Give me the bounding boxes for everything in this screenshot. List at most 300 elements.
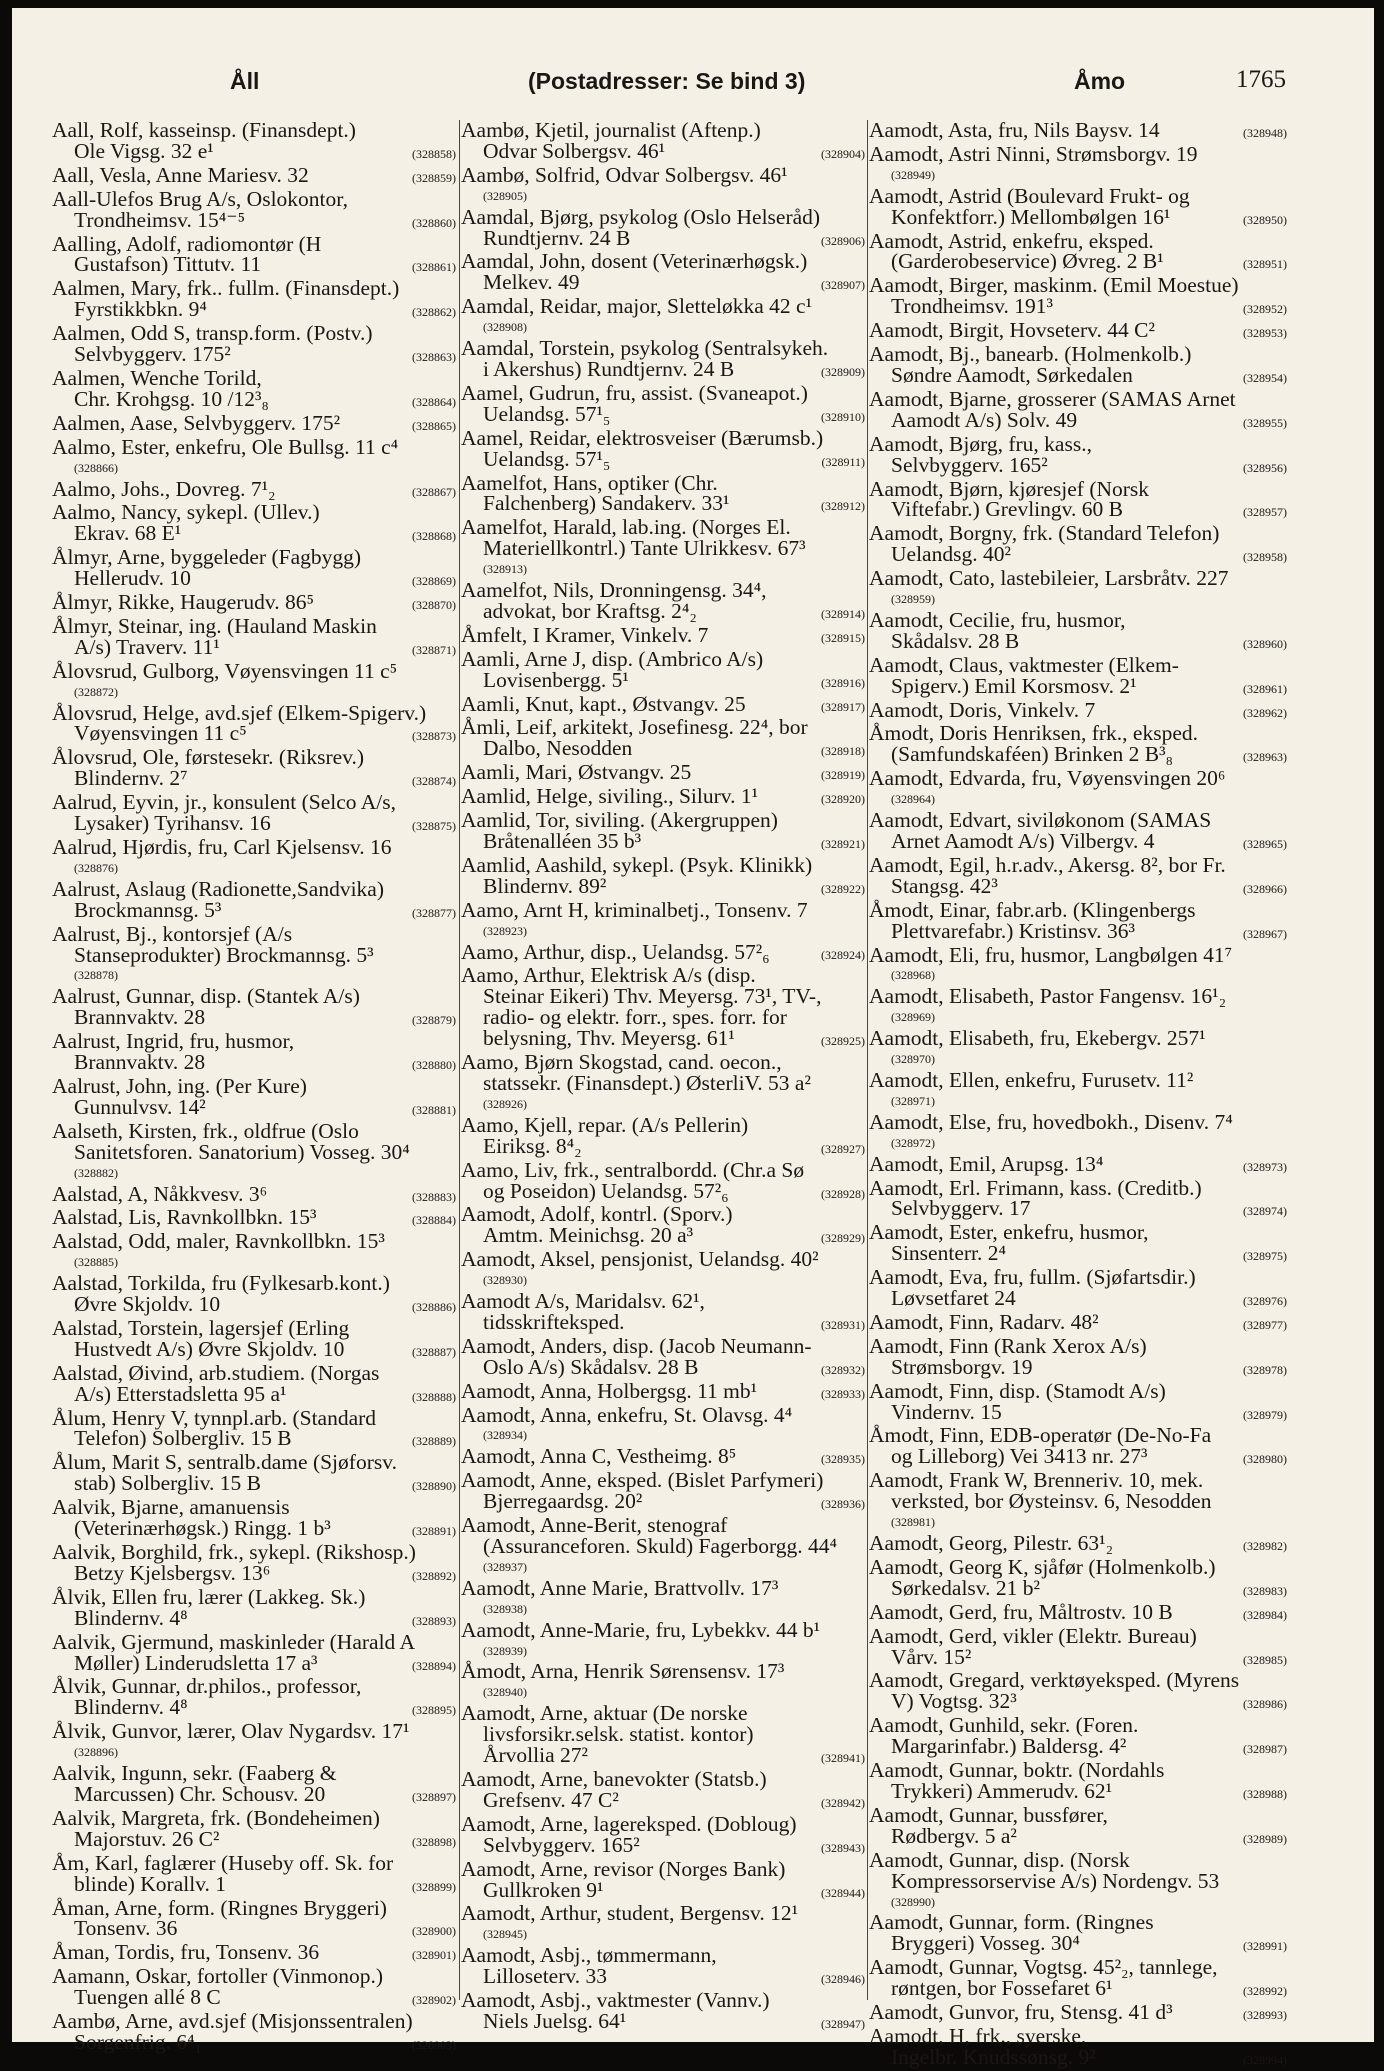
- entry-text: Materiellkontrl.) Tante Ulrikkesv. 67³: [483, 536, 806, 561]
- entry-text: Aalvik, Gjermund, maskinleder (Harald A: [52, 1629, 416, 1654]
- entry-number: (328977): [1243, 1317, 1287, 1332]
- entry-number: (328862): [412, 305, 456, 320]
- entry-text: Aamo, Liv, frk., sentralbordd. (Chr.a Sø: [461, 1157, 805, 1182]
- entry-text: Aalvik, Borghild, frk., sykepl. (Rikshosp.): [52, 1540, 416, 1564]
- entry-text: Gunnulvsv. 14²: [74, 1094, 206, 1119]
- entry-text: Aamli, Knut, kapt., Østvangv. 25: [461, 691, 746, 716]
- directory-entry: [52, 1850, 456, 1898]
- entry-text: Aamodt, Bj., banearb. (Holmenkolb.): [869, 342, 1192, 367]
- entry-text: Aamodt, Cato, lastebileier, Larsbråtv. 227: [869, 566, 1229, 591]
- entry-text: Bryggeri) Vosseg. 30⁴: [891, 1931, 1080, 1956]
- entry-text: Aalstad, Torstein, lagersjef (Erling: [52, 1315, 350, 1340]
- entry-number: (328985): [1243, 1652, 1287, 1667]
- entry-text: Aalseth, Kirsten, frk., oldfrue (Oslo: [52, 1118, 359, 1143]
- entry-text: Aamodt, Anne, eksped. (Bislet Parfymeri): [461, 1468, 824, 1493]
- entry-text: Aamodt, Ester, enkefru, husmor,: [869, 1220, 1149, 1245]
- entry-text: Sanitetsforen. Sanatorium) Vosseg. 30⁴: [74, 1139, 410, 1164]
- entry-number: (328887): [412, 1344, 456, 1359]
- entry-text: (Assuranceforen. Skuld) Fagerborgg. 44⁴: [483, 1534, 838, 1558]
- entry-text: Aamo, Arthur, disp., Uelandsg. 57²₆: [461, 939, 770, 964]
- directory-entry: [52, 278, 456, 323]
- entry-text: Aalling, Adolf, radiomontør (H: [52, 231, 322, 256]
- entry-text: stab) Solbergliv. 15 B: [74, 1471, 261, 1496]
- entry-number: (328971): [891, 1093, 935, 1108]
- entry-number: (328970): [891, 1052, 935, 1067]
- entry-text: Aamodt A/s, Maridalsv. 62¹,: [461, 1289, 705, 1314]
- entry-text: statssekr. (Finansdept.) ØsterliV. 53 a²: [483, 1070, 811, 1095]
- entry-number: (328896): [74, 1745, 118, 1760]
- directory-entry: [461, 380, 865, 428]
- entry-text: Uelandsg. 57¹₅: [483, 401, 611, 426]
- entry-text: og Poseidon) Uelandsg. 57²₆: [483, 1178, 729, 1203]
- directory-entry: [869, 1670, 1287, 1715]
- directory-entry: [869, 141, 1287, 186]
- entry-text: Uelandsg. 57¹₅: [483, 446, 611, 471]
- entry-text: Aamodt, Birgit, Hovseterv. 44 C²: [869, 318, 1155, 343]
- directory-entry: [461, 1291, 865, 1336]
- entry-text: Blindernv. 2⁷: [74, 766, 188, 791]
- directory-entry: [869, 1847, 1287, 1913]
- entry-text: Plettvarefabr.) Kristinsv. 36³: [891, 918, 1135, 943]
- directory-entry: [869, 723, 1287, 768]
- directory-entry: [461, 1249, 865, 1291]
- directory-entry: [461, 580, 865, 625]
- entry-text: Brannvaktv. 28: [74, 1050, 206, 1075]
- entry-text: Aamodt, Arne, aktuar (De norske: [461, 1701, 748, 1726]
- entry-number: (328965): [1243, 837, 1287, 851]
- entry-number: (328955): [1243, 415, 1287, 430]
- entry-number: (328861): [412, 260, 456, 275]
- entry-text: Selvbyggerv. 165²: [483, 1832, 640, 1857]
- directory-entry: [52, 502, 456, 547]
- directory-entry: [461, 517, 865, 580]
- entry-text: Aamodt, Arthur, student, Bergensv. 12¹: [461, 1901, 799, 1926]
- entry-text: Aambø, Arne, avd.sjef (Misjonssentralen): [52, 2009, 413, 2034]
- entry-text: Aamodt, Asbj., tømmermann,: [461, 1943, 717, 1968]
- entry-text: Aamodt, Asbj., vaktmester (Vannv.): [461, 1988, 770, 2013]
- entry-number: (328913): [483, 562, 527, 577]
- entry-text: Ingelbr. Knudssønsg. 9²: [891, 2044, 1096, 2069]
- entry-text: Aamodt, Astrid (Boulevard Frukt- og: [869, 183, 1190, 208]
- directory-entry: [52, 162, 456, 189]
- directory-entry: [869, 1623, 1287, 1671]
- entry-text: i Akershus) Rundtjernv. 24 B: [483, 356, 735, 381]
- entry-number: (328952): [1243, 302, 1287, 317]
- directory-entry: [461, 470, 865, 518]
- directory-entry: [461, 1617, 865, 1662]
- directory-entry: [869, 1109, 1287, 1154]
- entry-number: (328942): [821, 1795, 865, 1810]
- entry-number: (328922): [821, 881, 865, 896]
- directory-entry: [869, 1175, 1287, 1223]
- entry-number: (328991): [1243, 1939, 1287, 1954]
- entry-text: Skådalsv. 28 B: [891, 628, 1020, 653]
- entry-text: Aalrust, John, ing. (Per Kure): [52, 1073, 307, 1098]
- entry-text: Melkev. 49: [483, 270, 580, 295]
- directory-entry: [461, 1157, 865, 1205]
- directory-entry: [461, 691, 865, 718]
- entry-number: (328954): [1243, 370, 1287, 385]
- entry-number: (328870): [412, 598, 456, 613]
- entry-number: (328941): [821, 1751, 865, 1766]
- entry-text: Aamodt, Claus, vaktmester (Elkem-: [869, 652, 1179, 677]
- entry-text: Åmodt, Finn, EDB-operatør (De-No-Fa: [869, 1423, 1212, 1448]
- directory-entry: [52, 547, 456, 592]
- entry-text: Aamodt, Edvarda, fru, Vøyensvingen 20⁶: [869, 766, 1226, 791]
- entry-number: (328943): [821, 1840, 865, 1855]
- entry-text: Kompressorservise A/s) Nordengv. 53: [891, 1868, 1220, 1893]
- entry-number: (328973): [1243, 1159, 1287, 1174]
- entry-text: Blindernv. 4⁸: [74, 1605, 188, 1630]
- entry-text: Aamo, Arthur, Elektrisk A/s (disp.: [461, 963, 756, 988]
- entry-number: (328915): [821, 630, 865, 645]
- entry-text: Telefon) Solbergliv. 15 B: [74, 1426, 292, 1451]
- column-divider: [459, 120, 460, 2000]
- directory-entry: [52, 1763, 456, 1808]
- entry-text: Strømsborgv. 19: [891, 1354, 1033, 1379]
- directory-entry: [461, 939, 865, 966]
- directory-entry: [461, 1112, 865, 1160]
- entry-text: Ålmyr, Arne, byggeleder (Fagbygg): [52, 545, 362, 570]
- entry-number: (328962): [1243, 705, 1287, 720]
- header-center-note: (Postadresser: Se bind 3): [528, 68, 806, 94]
- entry-text: Rødbergv. 5 a²: [891, 1823, 1017, 1848]
- entry-number: (328916): [821, 675, 865, 690]
- entry-number: (328993): [1243, 2008, 1287, 2023]
- entry-number: (328917): [821, 699, 865, 714]
- directory-entry: [52, 1405, 456, 1453]
- entry-text: Vøyensvingen 11 c⁵: [74, 721, 247, 746]
- entry-text: Odvar Solbergsv. 46¹: [483, 138, 666, 163]
- directory-entry: [52, 1942, 456, 1966]
- entry-number: (328928): [821, 1186, 865, 1201]
- directory-entry: [52, 1584, 456, 1632]
- entry-text: Vårv. 15²: [891, 1644, 972, 1669]
- entry-text: Aamodt, Birger, maskinm. (Emil Moestue): [869, 273, 1239, 298]
- directory-entry: [461, 162, 865, 207]
- directory-entry: [869, 523, 1287, 568]
- entry-text: Lilloseterv. 33: [483, 1964, 607, 1989]
- entry-text: Ålovsrud, Helge, avd.sjef (Elkem-Spigerv.): [52, 700, 427, 725]
- entry-number: (328968): [891, 968, 935, 983]
- entry-text: Aalrud, Hjørdis, fru, Carl Kjelsensv. 16: [52, 835, 392, 859]
- entry-number: (328974): [1243, 1204, 1287, 1219]
- entry-text: Aamodt, Gunnar, disp. (Norsk: [869, 1847, 1130, 1872]
- directory-entry: [869, 1333, 1287, 1381]
- entry-number: (328878): [74, 968, 118, 983]
- entry-number: (328951): [1243, 257, 1287, 272]
- entry-number: (328976): [1243, 1294, 1287, 1309]
- entry-number: (328897): [412, 1789, 456, 1804]
- entry-number: (328958): [1243, 550, 1287, 565]
- directory-entry: [461, 1856, 865, 1904]
- directory-entry: [869, 852, 1287, 900]
- entry-text: Aamelfot, Nils, Dronningensg. 34⁴,: [461, 578, 767, 603]
- directory-entry: [461, 1446, 865, 1470]
- directory-entry: [52, 1231, 456, 1273]
- entry-text: Aamodt, Anna, Holbergsg. 11 mb¹: [461, 1378, 758, 1403]
- entry-number: (328881): [412, 1102, 456, 1117]
- entry-number: (328884): [412, 1213, 456, 1228]
- entry-number: (328907): [821, 278, 865, 293]
- directory-entry: [869, 942, 1287, 987]
- directory-entry: [461, 296, 865, 338]
- entry-text: Åmodt, Doris Henriksen, frk., eksped.: [869, 721, 1199, 746]
- entry-text: Aalrust, Gunnar, disp. (Stantek A/s): [52, 984, 360, 1009]
- entry-number: (328980): [1243, 1452, 1287, 1467]
- directory-entry: [52, 986, 456, 1031]
- entry-text: (Garderobeservice) Øvreg. 2 B¹: [891, 249, 1164, 274]
- entry-number: (328858): [412, 146, 456, 161]
- directory-entry: [869, 120, 1287, 144]
- directory-entry: [461, 897, 865, 942]
- directory-entry: [869, 697, 1287, 724]
- entry-text: Aalstad, Odd, maler, Ravnkollbkn. 15³: [52, 1229, 385, 1254]
- column-divider: [867, 120, 868, 2000]
- entry-number: (328895): [412, 1703, 456, 1718]
- entry-number: (328935): [821, 1452, 865, 1467]
- entry-text: Aamodt, Arne, banevokter (Statsb.): [461, 1766, 767, 1791]
- entry-text: Uelandsg. 40²: [891, 542, 1011, 567]
- entry-text: Aamo, Arnt H, kriminalbetj., Tonsenv. 7: [461, 897, 808, 922]
- directory-entry: [869, 2023, 1287, 2071]
- entry-number: (328874): [412, 774, 456, 789]
- entry-number: (328987): [1243, 1742, 1287, 1757]
- entry-text: Aamodt, Emil, Arupsg. 13⁴: [869, 1151, 1104, 1176]
- entry-number: (328979): [1243, 1407, 1287, 1422]
- entry-text: Aalvik, Ingunn, sekr. (Faaberg &: [52, 1761, 337, 1786]
- directory-entry: [869, 1912, 1287, 1957]
- directory-entry: [52, 658, 456, 703]
- directory-entry: [869, 652, 1287, 700]
- directory-entry: [461, 786, 865, 810]
- entry-text: Brannvaktv. 28: [74, 1005, 206, 1030]
- directory-entry: [52, 1542, 456, 1587]
- directory-entry: [52, 410, 456, 437]
- entry-text: Stangsg. 42³: [891, 873, 998, 898]
- entry-text: advokat, bor Kraftsg. 2⁴₂: [483, 598, 697, 623]
- entry-number: (328880): [412, 1058, 456, 1073]
- entry-number: (328963): [1243, 750, 1287, 765]
- header-right-guide-word: Åmo: [1074, 68, 1126, 94]
- directory-entry: [461, 1402, 865, 1447]
- entry-number: (328923): [483, 923, 527, 938]
- entry-text: Aalmo, Johs., Dovreg. 7¹₂: [52, 476, 276, 501]
- entry-number: (328989): [1243, 1831, 1287, 1846]
- entry-text: Aamodt, Anne-Marie, fru, Lybekkv. 44 b¹: [461, 1617, 821, 1642]
- entry-text: Aamdal, Torstein, psykolog (Sentralsykeh.: [461, 336, 829, 361]
- entry-number: (328929): [821, 1231, 865, 1246]
- entry-number: (328898): [412, 1834, 456, 1849]
- entry-text: Aamodt, Gunnar, boktr. (Nordahls: [869, 1758, 1165, 1783]
- directory-entry: [869, 1957, 1287, 2002]
- entry-text: Ålovsrud, Gulborg, Vøyensvingen 11 c⁵: [52, 658, 398, 683]
- entry-text: Aamlid, Helge, siviling., Silurv. 1¹: [461, 784, 759, 809]
- entry-number: (328927): [821, 1141, 865, 1156]
- entry-text: Ålum, Henry V, tynnpl.arb. (Standard: [52, 1405, 377, 1430]
- entry-text: Spigerv.) Emil Korsmosv. 2¹: [891, 673, 1137, 698]
- entry-text: Lovisenbergg. 5¹: [483, 667, 629, 692]
- entry-text: Aamodt, Anne Marie, Brattvollv. 17³: [461, 1575, 779, 1600]
- entry-number: (328975): [1243, 1249, 1287, 1264]
- entry-number: (328901): [412, 1948, 456, 1963]
- entry-text: V) Vogtsg. 32³: [891, 1689, 1017, 1714]
- entry-text: radio- og elektr. forr., spes. forr. for: [483, 1005, 787, 1030]
- directory-entry: [461, 1378, 865, 1405]
- directory-entry: [52, 876, 456, 924]
- entry-number: (328910): [821, 409, 865, 424]
- entry-text: (Veterinærhøgsk.) Ringg. 1 b³: [74, 1516, 331, 1541]
- directory-entry: [869, 1533, 1287, 1557]
- entry-text: Selvbyggerv. 175²: [74, 342, 231, 367]
- entry-text: Eiriksg. 8⁴₂: [483, 1133, 582, 1158]
- entry-number: (328891): [412, 1524, 456, 1539]
- entry-text: Aamodt, Bjørn, kjøresjef (Norsk: [869, 476, 1150, 501]
- entry-text: Gustafson) Tittutv. 11: [74, 252, 262, 277]
- entry-text: Vindernv. 15: [891, 1399, 1002, 1424]
- entry-number: (328908): [483, 320, 527, 335]
- entry-number: (328921): [821, 837, 865, 851]
- directory-entry: [869, 476, 1287, 524]
- directory-entry: [52, 1452, 456, 1497]
- entry-text: Aamodt, Edvart, siviløkonom (SAMAS: [869, 808, 1212, 833]
- entry-number: (328885): [74, 1255, 118, 1270]
- entry-number: (328863): [412, 350, 456, 365]
- entry-text: Ålvik, Gunvor, lærer, Olav Nygardsv. 17¹: [52, 1719, 410, 1744]
- directory-entry: [52, 1360, 456, 1408]
- entry-number: (328953): [1243, 326, 1287, 341]
- entry-number: (328969): [891, 1010, 935, 1025]
- directory-entry: [869, 320, 1287, 344]
- directory-entry: [52, 323, 456, 368]
- entry-text: Aalstad, A, Nåkkvesv. 3⁶: [52, 1181, 268, 1206]
- directory-entry: [461, 204, 865, 252]
- entry-text: Bjerregaardsg. 20²: [483, 1489, 643, 1514]
- entry-number: (328982): [1243, 1539, 1287, 1553]
- directory-entry: [52, 792, 456, 837]
- entry-text: Dalbo, Nesodden: [483, 736, 633, 761]
- entry-number: (328945): [483, 1927, 527, 1942]
- directory-entry: [52, 186, 456, 234]
- directory-entry: [461, 120, 865, 165]
- entry-text: Aamodt, Erl. Frimann, kass. (Creditb.): [869, 1175, 1202, 1200]
- entry-text: Aamodt, H, frk., syerske,: [869, 2023, 1087, 2048]
- entry-text: Konfektforr.) Mellombølgen 16¹: [891, 204, 1171, 229]
- entry-number: (328911): [821, 454, 865, 469]
- entry-number: (328882): [74, 1165, 118, 1180]
- directory-entry: [869, 568, 1287, 610]
- page-number: 1765: [1236, 66, 1286, 93]
- directory-entry: [461, 1052, 865, 1115]
- directory-entry: [461, 1903, 865, 1945]
- entry-number: (328933): [821, 1386, 865, 1401]
- entry-number: (328992): [1243, 1984, 1287, 1999]
- directory-entry: [461, 251, 865, 296]
- directory-entry: [869, 1554, 1287, 1602]
- entry-text: Grefsenv. 47 C²: [483, 1787, 619, 1812]
- entry-number: (328990): [891, 1894, 935, 1909]
- entry-text: Tonsenv. 36: [74, 1916, 178, 1941]
- header-left-guide-word: Åll: [230, 68, 260, 94]
- entry-number: (328883): [412, 1189, 456, 1204]
- directory-entry: [52, 1721, 456, 1763]
- entry-number: (328889): [412, 1434, 456, 1449]
- entry-text: Aalmo, Ester, enkefru, Ole Bullsg. 11 c⁴: [52, 434, 399, 459]
- directory-entry: [869, 810, 1287, 855]
- entry-number: (328865): [412, 418, 456, 433]
- entry-text: Bråtenalléen 35 b³: [483, 829, 642, 853]
- entry-number: (328931): [821, 1317, 865, 1332]
- entry-number: (328936): [821, 1497, 865, 1512]
- directory-page: [12, 8, 1374, 2069]
- directory-entry: [461, 1766, 865, 1814]
- directory-entry: [869, 1222, 1287, 1267]
- entry-number: (328947): [821, 2016, 865, 2031]
- entry-text: Åman, Tordis, fru, Tonsenv. 36: [52, 1940, 320, 1965]
- entry-number: (328926): [483, 1096, 527, 1111]
- entry-number: (328959): [891, 592, 935, 607]
- entry-text: Blindernv. 4⁸: [74, 1695, 188, 1720]
- entry-text: Aamodt, Gerd, vikler (Elektr. Bureau): [869, 1623, 1197, 1648]
- entry-number: (328919): [821, 768, 865, 783]
- entry-number: (328892): [412, 1568, 456, 1583]
- entry-number: (328978): [1243, 1362, 1287, 1377]
- entry-number: (328984): [1243, 1607, 1287, 1622]
- entry-number: (328869): [412, 574, 456, 589]
- entry-text: Aamodt, Elisabeth, Pastor Fangensv. 16¹₂: [869, 984, 1227, 1009]
- entry-number: (328972): [891, 1135, 935, 1150]
- entry-text: Aamodt, Anna, enkefru, St. Olavsg. 4⁴: [461, 1402, 793, 1427]
- entry-number: (328966): [1243, 881, 1287, 896]
- entry-text: Aalstad, Øivind, arb.studiem. (Norgas: [52, 1360, 380, 1385]
- entry-text: Aamodt, Gregard, verktøyeksped. (Myrens: [869, 1668, 1240, 1693]
- entry-number: (328956): [1243, 460, 1287, 475]
- directory-entry: [461, 1333, 865, 1381]
- entry-text: Aamodt, Gunnar, bussfører,: [869, 1802, 1108, 1827]
- entry-number: (328937): [483, 1559, 527, 1574]
- directory-entry: [52, 700, 456, 748]
- directory-entry: [869, 275, 1287, 320]
- directory-entry: [461, 1990, 865, 2035]
- entry-number: (328957): [1243, 505, 1287, 520]
- directory-entry: [461, 965, 865, 1052]
- directory-entry: [461, 425, 865, 473]
- entry-text: Møller) Linderudsletta 17 a³: [74, 1650, 318, 1675]
- entry-text: Arnet Aamodt A/s) Vilbergv. 4: [891, 829, 1155, 853]
- entry-text: Steinar Eikeri) Thv. Meyersg. 73¹, TV-,: [483, 984, 822, 1009]
- entry-text: Søndre Aamodt, Sørkedalen: [891, 362, 1133, 387]
- entry-text: Falchenberg) Sandakerv. 33¹: [483, 491, 730, 516]
- entry-text: Åmfelt, I Kramer, Vinkelv. 7: [461, 622, 709, 647]
- entry-number: (328930): [483, 1273, 527, 1288]
- entry-text: Aalmen, Wenche Torild,: [52, 365, 262, 390]
- entry-text: Åmli, Leif, arkitekt, Josefinesg. 22⁴, bor: [461, 715, 808, 740]
- entry-text: Brockmannsg. 5³: [74, 897, 222, 922]
- entry-text: og Lilleborg) Vei 3413 nr. 27³: [891, 1444, 1148, 1469]
- entry-text: tidsskrifteksped.: [483, 1309, 625, 1334]
- entry-text: Fyrstikkbkn. 9⁴: [74, 297, 207, 322]
- entry-text: Aamodt, Gunnar, form. (Ringnes: [869, 1910, 1154, 1935]
- entry-number: (328867): [412, 484, 456, 499]
- entry-number: (328967): [1243, 926, 1287, 941]
- entry-number: (328960): [1243, 636, 1287, 651]
- entry-text: Aamdal, Bjørg, psykolog (Oslo Helseråd): [461, 204, 821, 229]
- entry-text: Aalmo, Nancy, sykepl. (Ullev.): [52, 500, 320, 525]
- directory-entry: [461, 1204, 865, 1249]
- directory-entry: [869, 607, 1287, 655]
- entry-text: A/s) Etterstadsletta 95 a¹: [74, 1381, 287, 1406]
- directory-entry: [52, 592, 456, 616]
